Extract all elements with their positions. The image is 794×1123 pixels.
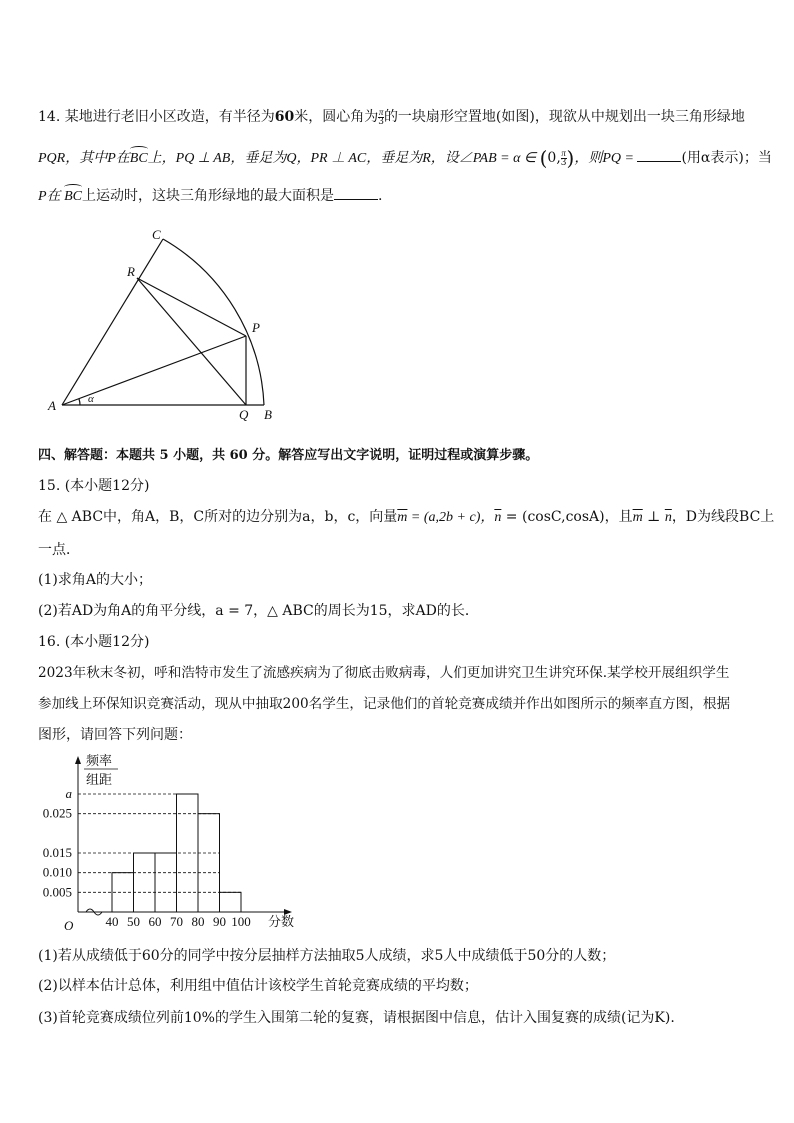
q16-line-1: 2023年秋末冬初，呼和浩特市发生了流感疾病为了彻底击败病毒，人们更加讲究卫生讲究环保.某学校开展组织学生 [38, 665, 730, 681]
x-tick-label: 70 [170, 914, 183, 929]
label-alpha: α [88, 393, 94, 405]
x-tick-label: 60 [148, 914, 162, 929]
x-tick-label: 90 [213, 914, 226, 929]
vector-m: $\overline{m}$ [632, 510, 643, 525]
segment-ac [62, 239, 163, 405]
y-tick-label: a [65, 786, 72, 801]
interval-start: 0, [547, 150, 561, 166]
y-axis-arrow [75, 756, 81, 764]
q16-header: 16. (本小题12分) [38, 634, 150, 650]
label-q: Q [239, 407, 249, 422]
label-b: B [264, 407, 272, 422]
label-r: R [127, 264, 135, 279]
paren-open: ( [539, 146, 548, 170]
histogram-bars [112, 794, 241, 912]
q14-text: 的一块扇形空置地(如图)，现欲从中规划出一块三角形绿地 [383, 109, 745, 125]
answer-blank[interactable] [637, 149, 681, 162]
label-a: A [48, 398, 56, 413]
vector-n: $\overline{n}$ [664, 510, 672, 525]
y-tick-label: 0.005 [42, 884, 72, 900]
frac-den: 3 [378, 116, 384, 127]
q15-header: 15. (本小题12分) [38, 478, 150, 494]
histogram-y-labels [43, 786, 73, 899]
x-tick-label: 100 [231, 914, 251, 929]
q15-line-2: 一点． [38, 542, 80, 558]
q16-line-3: 图形，请回答下列问题： [38, 727, 192, 743]
q16-part-2: (2)以样本估计总体，利用组中值估计该校学生首轮竞赛成绩的平均数； [38, 978, 478, 994]
q14-text: . [377, 188, 383, 204]
q15-part-1: (1)求角A的大小； [38, 572, 152, 588]
radius-value: 60 [274, 109, 295, 125]
histogram-x-labels [106, 914, 251, 929]
segment-rp [137, 278, 246, 336]
q15-text: 在 △ ABC中，角A，B，C所对的边分别为a，b，c，向量 [38, 509, 398, 525]
q14-text: 上，PQ ⊥ AB，垂足为Q，PR ⊥ AC，垂足为R，设∠PAB = α ∈ [147, 151, 540, 166]
q14-text: PQR，其中P在 [38, 151, 130, 166]
label-c: C [152, 227, 161, 242]
x-tick-label: 40 [105, 914, 119, 929]
y-tick-label: 0.015 [42, 845, 72, 860]
q15-text: = (cosC,cosA)，且 [501, 509, 633, 525]
sector-figure [40, 225, 290, 425]
q16-part-1: (1)若从成绩低于60分的同学中按分层抽样方法抽取5人成绩，求5人中成绩低于50分的人数； [38, 948, 616, 964]
q14-text: (用α表示)；当 [681, 150, 772, 166]
y-axis-label-bottom: 组距 [86, 772, 113, 787]
paren-close: ) [566, 146, 575, 170]
frac-den: 3 [560, 157, 567, 168]
section-4-title: 四、解答题：本题共 5 小题，共 60 分。解答应写出文字说明，证明过程或演算步骤。 [38, 448, 539, 463]
q14-text: ，则PQ = [574, 151, 638, 166]
arc-bc: BC [130, 149, 148, 169]
y-tick-label: 0.025 [42, 805, 72, 821]
y-tick-label: 0.010 [42, 864, 72, 880]
q15-text: ，D为线段BC上 [671, 509, 775, 525]
q14-text: 上运动时，这块三角形绿地的最大面积是 [81, 188, 334, 204]
q15-text: = (a,2b + c)， [407, 510, 495, 525]
frac-num: π [561, 147, 566, 158]
q14-text: P在 [38, 189, 65, 204]
vector-m: $\overline{m}$ [397, 510, 408, 525]
q14-text: 米，圆心角为 [294, 109, 379, 125]
vector-n: $\overline{n}$ [494, 510, 502, 525]
label-p: P [252, 320, 260, 335]
q14-line-2 [38, 148, 772, 169]
arc-bc-curve [163, 239, 264, 405]
x-tick-label: 80 [191, 914, 205, 929]
q14-text: 14. 某地进行老旧小区改造，有半径为 [38, 109, 275, 125]
q15-line-1 [38, 507, 774, 528]
x-tick-label: 50 [127, 914, 140, 929]
histogram-bar [220, 892, 242, 912]
histogram-bar [155, 853, 177, 912]
q16-line-2: 参加线上环保知识竞赛活动，现从中抽取200名学生，记录他们的首轮竞赛成绩并作出如图所示的频率直方图，根据 [38, 696, 731, 712]
q15-text: ⊥ [642, 509, 665, 525]
q16-part-3: (3)首轮竞赛成绩位列前10%的学生入围第二轮的复赛，请根据图中信息，估计入围复赛的成绩(记为K). [38, 1010, 675, 1026]
q14-line-1 [38, 107, 745, 127]
angle-alpha-mark [79, 399, 80, 405]
answer-blank[interactable] [334, 187, 378, 200]
frac-num: π [378, 106, 384, 117]
origin-label: O [64, 918, 74, 933]
histogram-bar [198, 814, 220, 912]
q14-line-3 [38, 186, 382, 207]
frequency-histogram [30, 752, 320, 937]
histogram-bar [134, 853, 156, 912]
q15-part-2: (2)若AD为角A的角平分线，a = 7，△ ABC的周长为15，求AD的长． [38, 603, 479, 619]
x-axis-label: 分数 [268, 914, 295, 929]
y-axis-label-top: 频率 [86, 753, 113, 768]
arc-bc: BC [64, 187, 82, 207]
